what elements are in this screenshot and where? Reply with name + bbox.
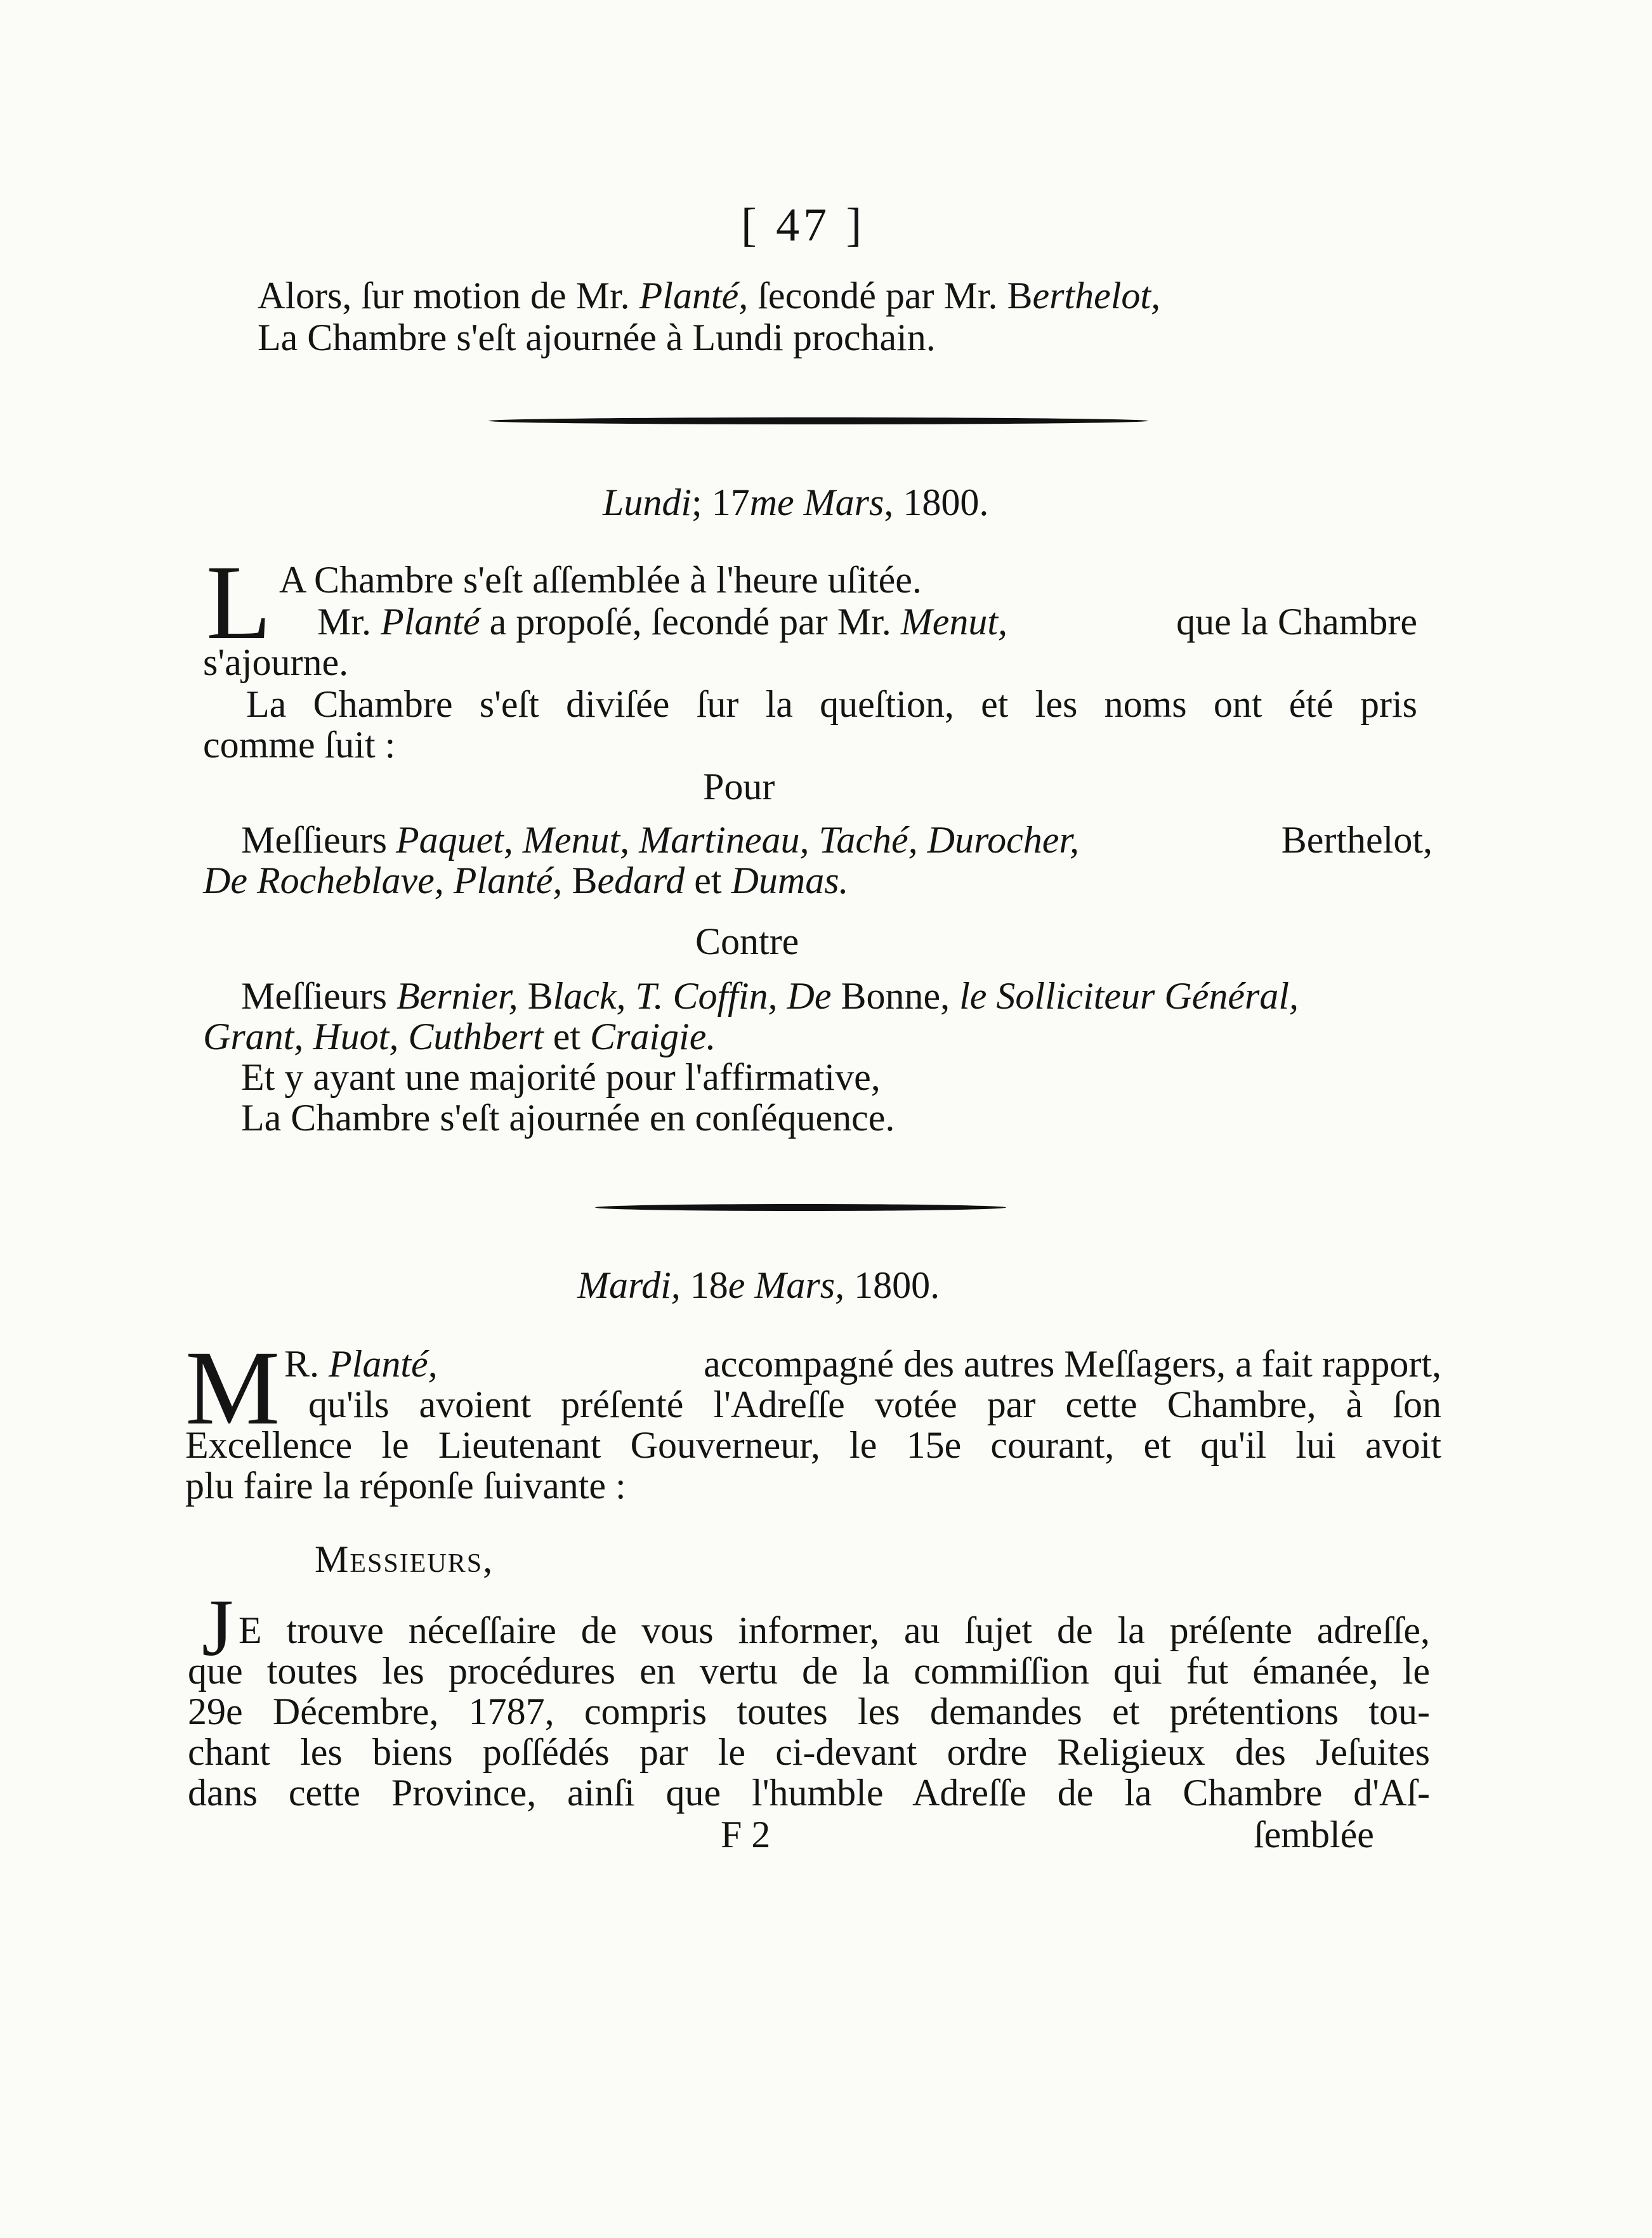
paragraph-line: que toutes les procédures en vertu de la commiſſion qui fut émanée, le <box>188 1650 1430 1692</box>
text: et <box>543 1016 591 1057</box>
drop-cap: J <box>202 1583 233 1673</box>
paragraph-line: La Chambre s'eſt ajournée en conſéquence. <box>241 1097 895 1139</box>
member-names: Paquet, Menut, Martineau, Taché, Durocher, <box>395 819 1080 861</box>
heading-year: 1800. <box>844 1264 940 1306</box>
vote-list-pour-2 <box>203 861 849 900</box>
intro-line-1 <box>258 277 1160 315</box>
text: accompagné des autres Meſſagers, a fait rapport, <box>704 1343 1441 1385</box>
vote-label-pour: Pour <box>703 766 775 808</box>
member-name: Planté <box>381 601 480 643</box>
page-number: [ 47 ] <box>741 199 866 251</box>
heading-date: ; 17 <box>692 481 750 523</box>
paragraph-line: Excellence le Lieutenant Gouverneur, le 15e courant, et qu'il lui avoit <box>185 1424 1441 1466</box>
member-names: lack, T. Coffin, De <box>553 975 832 1017</box>
heading-day: Mardi, <box>577 1264 681 1306</box>
member-name: edard <box>597 860 685 901</box>
intro-line-2: La Chambre s'eſt ajournée à Lundi prochain. <box>258 317 936 358</box>
heading-month: e Mars, <box>728 1264 845 1306</box>
drop-cap: L <box>206 544 272 662</box>
member-title: le Solliciteur Général, <box>950 975 1299 1017</box>
signature-mark: F 2 <box>721 1814 771 1855</box>
paragraph-line: La Chambre s'eſt diviſée ſur la queſtion, et les noms ont été pris <box>246 683 1417 725</box>
heading-year: , 1800. <box>884 481 989 523</box>
text: R. <box>284 1343 329 1385</box>
section-rule <box>488 417 1148 424</box>
vote-list-contre-2 <box>203 1018 716 1056</box>
heading-day: Lundi <box>603 481 692 523</box>
intro-text: ſecondé par Mr. B <box>748 275 1033 317</box>
text: B <box>518 975 553 1017</box>
paragraph-line: qu'ils avoient préſenté l'Adreſſe votée par cette Chambre, à ſon <box>308 1384 1441 1425</box>
salutation: Messieurs, <box>315 1538 494 1580</box>
text: Meſſieurs <box>241 819 387 861</box>
paragraph-line: E trouve néceſſaire de vous informer, au ſujet de la préſente adreſſe, <box>239 1609 1430 1651</box>
heading-month: me Mars <box>749 481 884 523</box>
catchword: ſemblée <box>1254 1814 1374 1855</box>
text: que la Chambre <box>1176 601 1417 643</box>
text: Mr. <box>317 601 381 643</box>
text: et <box>685 860 731 901</box>
paragraph-line <box>284 1345 1441 1383</box>
member-name: erthelot, <box>1032 275 1161 317</box>
text: Meſſieurs <box>241 975 397 1017</box>
member-name: Menut, <box>900 601 1008 643</box>
paragraph-line: A Chambre s'eſt aſſemblée à l'heure uſitée. <box>279 559 922 601</box>
paragraph-line: 29e Décembre, 1787, compris toutes les demandes et prétentions tou- <box>188 1691 1430 1732</box>
section-rule <box>595 1204 1006 1211</box>
intro-text: Alors, ſur motion de Mr. <box>258 275 639 317</box>
member-name: Dumas. <box>731 860 849 901</box>
member-names: Grant, Huot, Cuthbert <box>203 1016 544 1057</box>
member-name: Craigie. <box>590 1016 716 1057</box>
vote-list-contre-1 <box>241 977 1299 1015</box>
vote-label-contre: Contre <box>695 920 799 962</box>
vote-list-pour-1 <box>241 821 1432 859</box>
paragraph-line: Et y ayant une majorité pour l'affirmative, <box>241 1056 881 1098</box>
text: a propoſé, ſecondé par Mr. <box>480 601 901 643</box>
member-name: Bernier, <box>396 975 518 1017</box>
text: B <box>562 860 598 901</box>
paragraph-line: comme ſuit : <box>203 724 396 766</box>
member-name: Planté, <box>639 275 749 317</box>
paragraph-line: chant les biens poſſédés par le ci-devant ordre Religieux des Jeſuites <box>188 1731 1430 1773</box>
member-names: De Rocheblave, Planté, <box>203 860 563 901</box>
heading-date: 18 <box>680 1264 728 1306</box>
member-name: Berthelot, <box>1281 819 1432 861</box>
day-heading-mardi <box>577 1266 940 1304</box>
member-name: Planté, <box>329 1343 438 1385</box>
paragraph-line <box>317 603 1417 641</box>
text: Bonne, <box>831 975 950 1017</box>
paragraph-line: dans cette Province, ainſi que l'humble Adreſſe de la Chambre d'Aſ- <box>188 1772 1430 1814</box>
day-heading-lundi <box>603 483 988 521</box>
paragraph-line: plu faire la réponſe ſuivante : <box>185 1465 626 1507</box>
paragraph-line: s'ajourne. <box>203 641 349 683</box>
drop-cap: M <box>185 1329 280 1447</box>
